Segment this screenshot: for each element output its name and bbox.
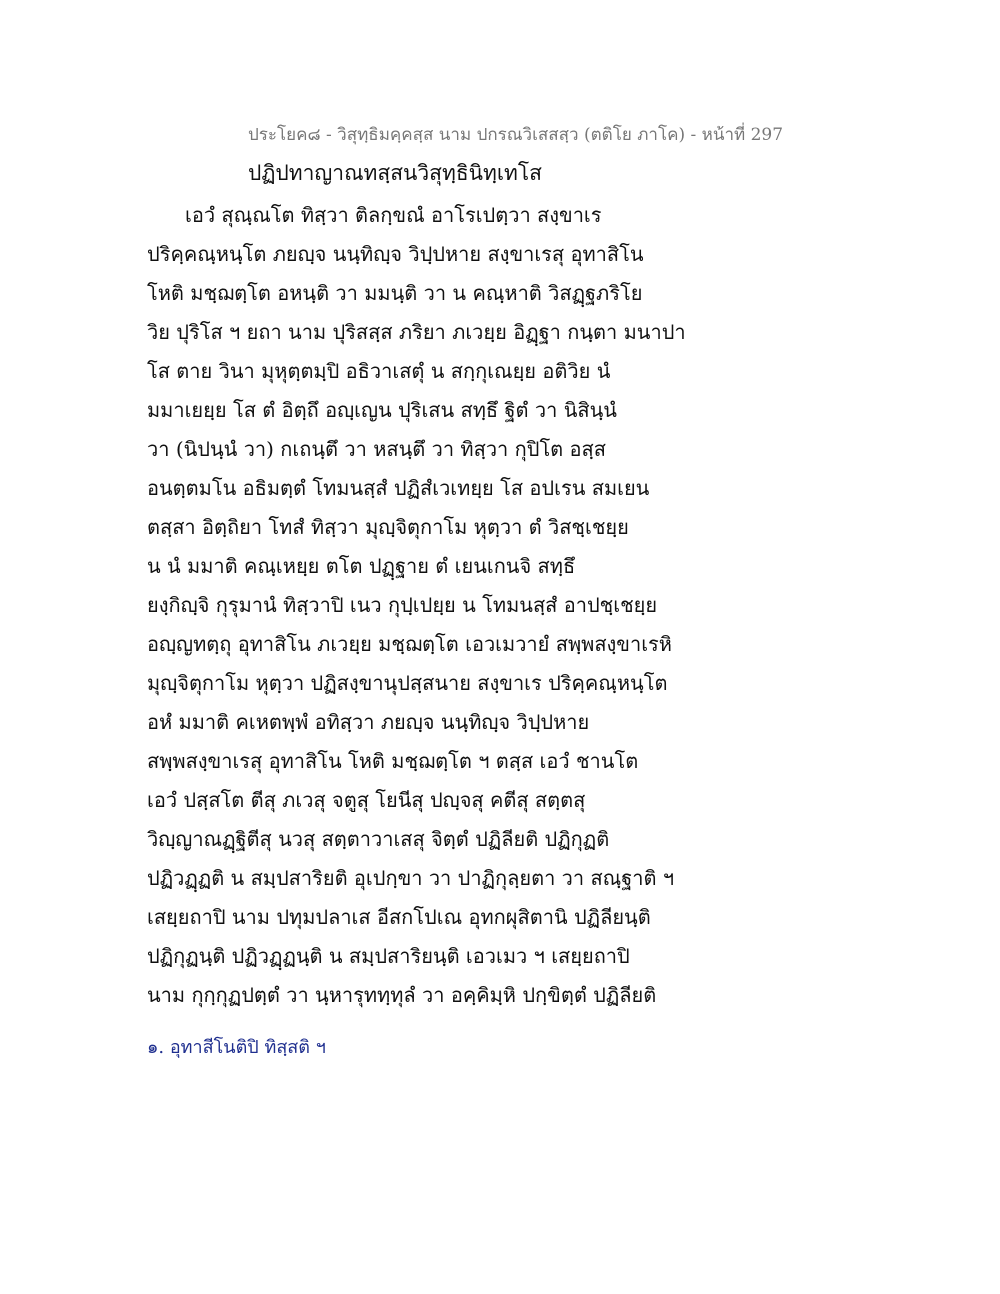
body-line: วา (นิปนฺนํ วา) กเถนฺตึ วา หสนฺตึ วา ทิสฺวา กุปิโต อสฺส [147, 437, 606, 461]
body-line: ตสฺสา อิตฺถิยา โทสํ ทิสฺวา มุญฺจิตุกาโม หุตฺวา ตํ วิสชฺเชยฺย [147, 515, 629, 539]
body-line: วิย ปุริโส ฯ ยถา นาม ปุริสสฺส ภริยา ภเวยฺย อิฏฺฐา กนฺตา มนาปา [147, 320, 686, 344]
section-title: ปฏิปทาญาณทสฺสนวิสุทฺธินิทฺเทโส [248, 161, 542, 185]
body-line: มมาเยยฺย โส ตํ อิตฺถึ อญฺเญน ปุริเสน สทฺธึ ฐิตํ วา นิสินฺนํ [147, 398, 617, 422]
body-line: สพฺพสงฺขาเรสุ อุทาสิโน โหติ มชฺฌตฺโต ฯ ตสฺส เอวํ ชานโต [147, 749, 639, 773]
body-line: เสยฺยถาปิ นาม ปทุมปลาเส อีสกโปเณ อุทกผุสิตานิ ปฏิลียนฺติ [147, 905, 651, 929]
body-line: อหํ มมาติ คเหตพฺพํ อทิสฺวา ภยญฺจ นนฺทิญฺจ วิปฺปหาย [147, 710, 590, 734]
footnote: ๑. อุทาสีโนติปิ ทิสฺสติ ฯ [147, 1037, 326, 1058]
body-line: อญฺญทตฺถุ อุทาสิโน ภเวยฺย มชฺฌตฺโต เอวเมวายํ สพฺพสงฺขาเรหิ [147, 632, 672, 656]
body-line: น นํ มมาติ คณฺเหยฺย ตโต ปฏฺฐาย ตํ เยนเกนจิ สทฺธึ [147, 554, 576, 578]
body-line: เอวํ ปสฺสโต ตีสุ ภเวสุ จตูสุ โยนีสุ ปญฺจสุ คตีสุ สตฺตสุ [147, 788, 586, 812]
body-line: ยงฺกิญฺจิ กุรุมานํ ทิสฺวาปิ เนว กุปฺเปยฺย น โทมนสฺสํ อาปชฺเชยฺย [147, 593, 658, 617]
body-line: ปริคฺคณฺหนฺโต ภยญฺจ นนฺทิญฺจ วิปฺปหาย สงฺขาเรสุ อุทาสิโน [147, 242, 644, 266]
body-line: ปฏิกุฏนฺติ ปฏิวฏฺฏนฺติ น สมฺปสาริยนฺติ เอวเมว ฯ เสยฺยถาปิ [147, 944, 630, 968]
body-line: ปฏิวฏฺฏติ น สมฺปสาริยติ อุเปกฺขา วา ปาฏิกุลฺยตา วา สณฺฐาติ ฯ [147, 866, 675, 890]
body-line: โส ตาย วินา มุหุตฺตมฺปิ อธิวาเสตุํ น สกฺกุเณยฺย อติวิย นํ [147, 359, 611, 383]
body-line: วิญฺญาณฏฺฐิตีสุ นวสุ สตฺตาวาเสสุ จิตฺตํ ปฏิลียติ ปฏิกุฏติ [147, 827, 610, 851]
body-line: มุญฺจิตุกาโม หุตฺวา ปฏิสงฺขานุปสฺสนาย สงฺขาเร ปริคฺคณฺหนฺโต [147, 671, 668, 695]
page-header: ประโยค๘ - วิสุทฺธิมคฺคสฺส นาม ปกรณวิเสสสฺว (ตติโย ภาโค) - หน้าที่ 297 [248, 125, 784, 145]
body-line: นาม กุกฺกุฏปตฺตํ วา นฺหารุททฺทุลํ วา อคฺคิมฺหิ ปกฺขิตฺตํ ปฏิลียติ [147, 983, 657, 1007]
body-line: เอวํ สุณฺณโต ทิสฺวา ติลกฺขณํ อาโรเปตฺวา สงฺขาเร [185, 203, 602, 227]
body-line: อนตฺตมโน อธิมตฺตํ โทมนสฺสํ ปฏิสํเวเทยฺย โส อปเรน สมเยน [147, 476, 650, 500]
body-text [147, 196, 687, 1015]
body-line: โหติ มชฺฌตฺโต อหนฺติ วา มมนฺติ วา น คณฺหาติ วิสฏฺฐภริโย [147, 281, 643, 305]
